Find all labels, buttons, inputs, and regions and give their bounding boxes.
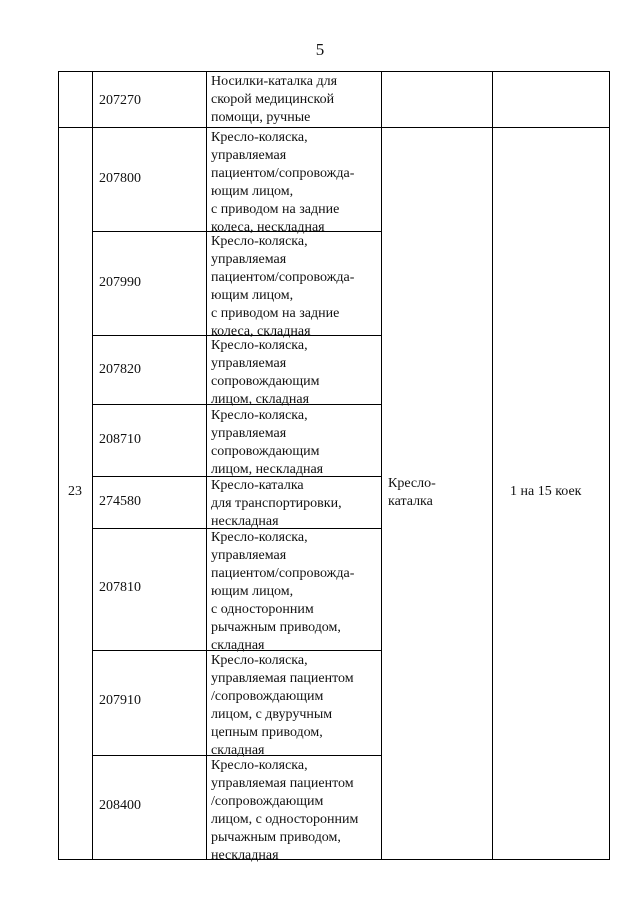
table-border-top bbox=[58, 71, 610, 72]
item-code: 207910 bbox=[99, 693, 141, 708]
item-code: 207990 bbox=[99, 275, 141, 290]
table-border-right bbox=[609, 71, 610, 860]
item-name: Кресло-коляска, управляемая пациентом/сопровожда- ющим лицом, с приводом на задние колеса, нескладная bbox=[211, 130, 355, 235]
item-name: Кресло-коляска, управляемая пациентом /сопровождающим лицом, с двуручным цепным приводом, складная bbox=[211, 653, 354, 758]
column-divider-group bbox=[381, 71, 382, 860]
item-code: 274580 bbox=[99, 494, 141, 509]
group-name: Кресло- каталка bbox=[388, 476, 436, 509]
column-divider-name bbox=[206, 71, 207, 860]
item-code: 208710 bbox=[99, 432, 141, 447]
item-code: 207810 bbox=[99, 580, 141, 595]
column-divider-norm bbox=[492, 71, 493, 860]
item-name: Кресло-коляска, управляемая сопровождающим лицом, складная bbox=[211, 338, 320, 407]
table-border-left bbox=[58, 71, 59, 860]
item-code: 207800 bbox=[99, 171, 141, 186]
item-name: Кресло-коляска, управляемая пациентом /сопровождающим лицом, с односторонним рычажным приводом, нескладная bbox=[211, 758, 359, 863]
item-code: 207270 bbox=[99, 93, 141, 108]
equipment-table bbox=[58, 71, 610, 863]
row-number: 23 bbox=[68, 484, 82, 499]
page-number: 5 bbox=[315, 40, 325, 59]
item-code: 207820 bbox=[99, 362, 141, 377]
item-code: 208400 bbox=[99, 798, 141, 813]
column-divider-code bbox=[92, 71, 93, 860]
norm-value: 1 на 15 коек bbox=[510, 484, 582, 499]
item-name: Носилки-каталка для скорой медицинской помощи, ручные bbox=[211, 74, 338, 125]
item-name: Кресло-коляска, управляемая сопровождающим лицом, нескладная bbox=[211, 408, 324, 477]
row-divider bbox=[58, 127, 610, 128]
item-name: Кресло-каталка для транспортировки, нескладная bbox=[211, 478, 342, 529]
item-name: Кресло-коляска, управляемая пациентом/сопровожда- ющим лицом, с приводом на задние колеса, складная bbox=[211, 234, 355, 339]
item-name: Кресло-коляска, управляемая пациентом/сопровожда- ющим лицом, с односторонним рычажным приводом, складная bbox=[211, 530, 355, 653]
